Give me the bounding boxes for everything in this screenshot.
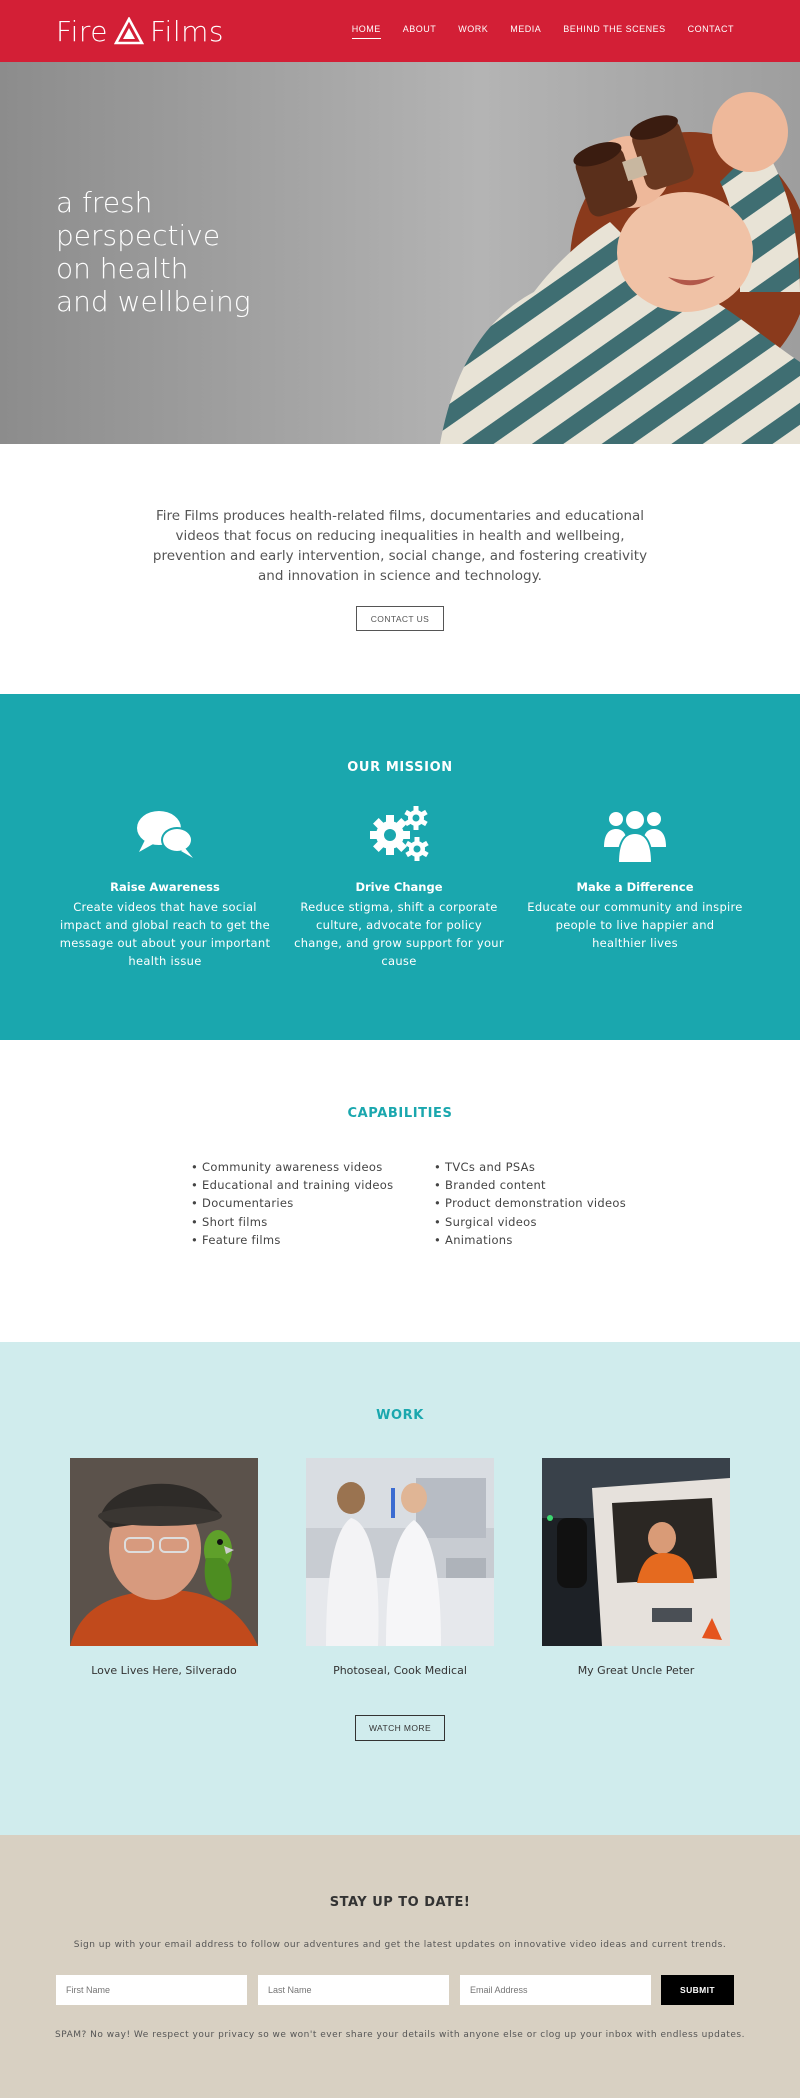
mission-title: OUR MISSION — [347, 760, 453, 775]
capabilities-title: CAPABILITIES — [347, 1106, 453, 1121]
hero-banner — [0, 62, 800, 444]
mission-item-title: Raise Awareness — [110, 880, 220, 894]
email-field[interactable] — [460, 1975, 651, 2005]
hero-line: perspective — [56, 219, 221, 252]
site-logo[interactable] — [56, 14, 224, 48]
work-caption[interactable]: Love Lives Here, Silverado — [91, 1664, 237, 1677]
lab-scientists-thumbnail[interactable] — [306, 1458, 494, 1646]
work-item-silverado[interactable] — [70, 1458, 258, 1677]
list-item: • Branded content — [434, 1176, 626, 1194]
intro-section — [0, 444, 800, 694]
work-caption[interactable]: Photoseal, Cook Medical — [333, 1664, 467, 1677]
capabilities-list-left — [191, 1158, 393, 1249]
list-item: • Short films — [191, 1213, 393, 1231]
first-name-field[interactable] — [56, 1975, 247, 2005]
logo-word-films: Films — [149, 14, 224, 48]
list-item: • Animations — [434, 1231, 626, 1249]
gears-icon — [368, 805, 430, 863]
logo-triangle-icon — [114, 17, 144, 45]
list-item: • Community awareness videos — [191, 1158, 393, 1176]
people-group-icon — [604, 805, 666, 863]
hero-line: and wellbeing — [56, 285, 251, 318]
work-item-uncle-peter[interactable] — [542, 1458, 730, 1677]
nav-about[interactable]: ABOUT — [402, 24, 437, 34]
mission-item-text: Educate our community and inspire people to live happier and healthier lives — [527, 900, 743, 950]
mission-item-text: Reduce stigma, shift a corporate culture, advocate for policy change, and grow support for your cause — [294, 900, 504, 968]
contact-us-button[interactable]: CONTACT US — [356, 606, 444, 631]
capabilities-section — [0, 1040, 800, 1342]
mission-item-make-a-difference — [527, 802, 743, 952]
capabilities-list-right — [434, 1158, 626, 1249]
mission-item-title: Make a Difference — [576, 880, 694, 894]
hero-line: on health — [56, 252, 189, 285]
mission-item-drive-change — [291, 802, 507, 970]
hero-line: a fresh — [56, 186, 153, 219]
list-item: • Feature films — [191, 1231, 393, 1249]
work-title: WORK — [376, 1408, 424, 1423]
privacy-note: SPAM? No way! We respect your privacy so we won't ever share your details with anyone else or clog up your inbox with endless updates. — [55, 2030, 745, 2040]
list-item: • Product demonstration videos — [434, 1194, 626, 1212]
list-item: • Documentaries — [191, 1194, 393, 1212]
nav-contact[interactable]: CONTACT — [687, 24, 734, 34]
list-item: • Surgical videos — [434, 1213, 626, 1231]
newsletter-subtitle: Sign up with your email address to follow our adventures and get the latest updates on innovative video ideas and current trends. — [73, 1940, 727, 1950]
mission-item-raise-awareness — [57, 802, 273, 970]
newsletter-title: STAY UP TO DATE! — [329, 1895, 471, 1910]
list-item: • TVCs and PSAs — [434, 1158, 626, 1176]
work-section — [0, 1342, 800, 1835]
list-item: • Educational and training videos — [191, 1176, 393, 1194]
nav-media[interactable]: MEDIA — [510, 24, 542, 34]
nav-work[interactable]: WORK — [458, 24, 489, 34]
hero-headline — [56, 186, 251, 318]
work-caption[interactable]: My Great Uncle Peter — [577, 1664, 695, 1677]
truck-driver-thumbnail[interactable] — [542, 1458, 730, 1646]
intro-text: Fire Films produces health-related films, documentaries and educational videos that focus on reducing inequalities in health and wellbeing, prevention and early intervention, social change, and fostering creativity and innovation in science and technology. — [152, 508, 648, 584]
speech-bubbles-icon — [135, 808, 195, 860]
last-name-field[interactable] — [258, 1975, 449, 2005]
work-item-photoseal[interactable] — [306, 1458, 494, 1677]
logo-word-fire: Fire — [56, 14, 108, 48]
nav-home[interactable]: HOME — [352, 24, 381, 39]
watch-more-button[interactable]: WATCH MORE — [355, 1715, 445, 1741]
mission-item-text: Create videos that have social impact and global reach to get the message out about your important health issue — [59, 900, 271, 968]
main-nav — [352, 24, 734, 39]
site-header — [0, 0, 800, 62]
mission-item-title: Drive Change — [355, 880, 443, 894]
mission-section — [0, 694, 800, 1040]
hero-child-with-binoculars-image — [380, 62, 800, 444]
newsletter-section — [0, 1835, 800, 2098]
submit-button[interactable]: SUBMIT — [661, 1975, 734, 2005]
man-with-parrot-thumbnail[interactable] — [70, 1458, 258, 1646]
nav-behind-the-scenes[interactable]: BEHIND THE SCENES — [563, 24, 666, 34]
